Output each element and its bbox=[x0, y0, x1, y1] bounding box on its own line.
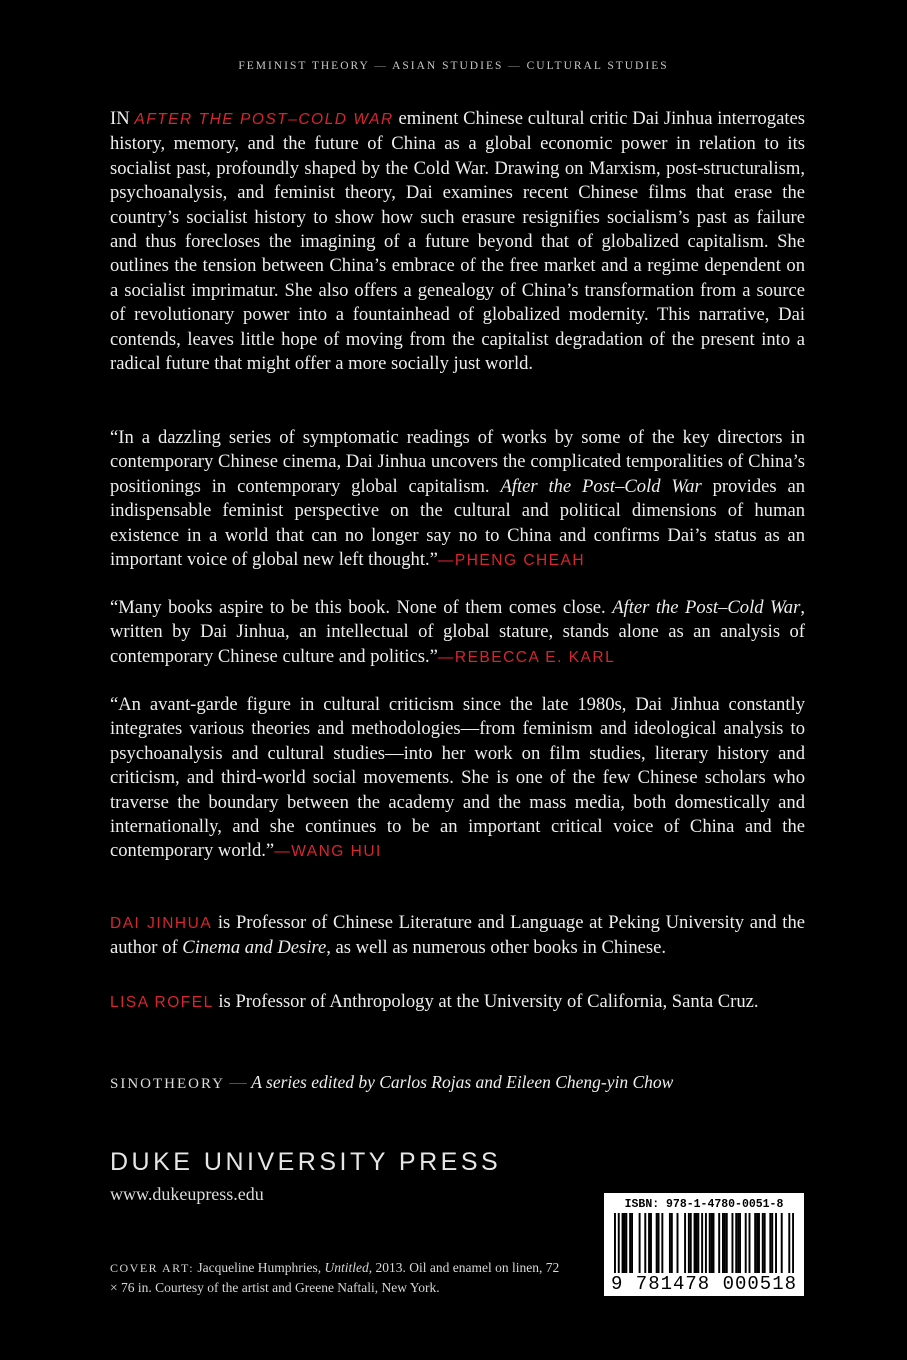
barcode-bar bbox=[648, 1213, 650, 1273]
barcode-bar bbox=[684, 1213, 686, 1273]
bio-text: is Professor of Chinese Literature and Language at Peking University and the author of bbox=[110, 912, 806, 959]
bio-text: , as well as numerous other books in Chinese. bbox=[326, 937, 667, 959]
bio-book-title: Cinema and Desire bbox=[182, 937, 327, 959]
barcode-bar bbox=[669, 1213, 671, 1273]
barcode-bar bbox=[775, 1213, 777, 1273]
quote-text: “An avant-garde figure in cultural criticism since the late 1980s, Dai Jinhua constantly integrates various theories and methodologies—from feminism and ideological analysis to psychoanalysis and cultural studies—into her work on film studies, literary history and criticism, and third-world social movements. She is one of the few Chinese scholars who traverse the boundary between the academy and the mass media, both domestically and internationally, and she continues to be an important critical voice of China and the contemporary world.” bbox=[110, 694, 805, 862]
publisher-name: DUKE UNIVERSITY PRESS bbox=[110, 1148, 502, 1176]
subject-asian-studies: ASIAN STUDIES bbox=[392, 60, 504, 72]
quote-author: —PHENG CHEAH bbox=[437, 552, 586, 570]
subject-categories bbox=[0, 60, 907, 72]
barcode-bar bbox=[631, 1213, 633, 1273]
endorsement-quote bbox=[110, 426, 805, 573]
barcode-bar bbox=[709, 1213, 711, 1273]
barcode-bar bbox=[739, 1213, 741, 1273]
description-lead: IN bbox=[110, 108, 130, 129]
barcode-bar bbox=[661, 1213, 663, 1273]
endorsement-quote bbox=[110, 693, 805, 865]
barcode-bar bbox=[671, 1213, 673, 1273]
translator-name: LISA ROFEL bbox=[110, 994, 214, 1011]
book-description bbox=[110, 107, 805, 376]
barcode-bar bbox=[677, 1213, 679, 1273]
quote-author: —WANG HUI bbox=[274, 843, 382, 861]
book-title: AFTER THE POST–COLD WAR bbox=[134, 111, 394, 128]
barcode-bar bbox=[749, 1213, 751, 1273]
endorsement-quote bbox=[110, 596, 805, 670]
quote-text: provides an indispensable feminist perspective on the cultural and political dimensions of human existence in a world that can no longer say no to China and confirms Dai’s status as an important voice of global new left thought.” bbox=[110, 475, 806, 571]
barcode-bar bbox=[713, 1213, 715, 1273]
barcode-bar bbox=[618, 1213, 620, 1273]
barcode-bar bbox=[658, 1213, 660, 1273]
barcode-bar bbox=[695, 1213, 697, 1273]
barcode-bar bbox=[656, 1213, 658, 1273]
barcode-bar bbox=[758, 1213, 760, 1273]
barcode-bar bbox=[788, 1213, 790, 1273]
cover-art-text: , 2013. Oil and enamel on linen, 72 × 76 in. Courtesy of the artist and Greene Naftali, New York. bbox=[110, 1260, 560, 1295]
barcode-bar bbox=[771, 1213, 773, 1273]
quote-book-title: After the Post–Cold War bbox=[612, 597, 801, 618]
isbn-number: ISBN: 978-1-4780-0051-8 bbox=[624, 1198, 784, 1211]
barcode-bar bbox=[781, 1213, 783, 1273]
barcode-digits: 9 781478 000518 bbox=[610, 1273, 798, 1295]
author-bio bbox=[110, 911, 805, 961]
barcode-bar bbox=[711, 1213, 713, 1273]
barcode-bar bbox=[726, 1213, 728, 1273]
barcode-bar bbox=[718, 1213, 720, 1273]
cover-art-text: Jacqueline Humphries, bbox=[197, 1260, 322, 1275]
barcode-bar bbox=[792, 1213, 794, 1273]
series-dash: — bbox=[229, 1072, 247, 1092]
barcode-bar bbox=[690, 1213, 692, 1273]
barcode-bar bbox=[697, 1213, 699, 1273]
bio-text: is Professor of Anthropology at the University of California, Santa Cruz. bbox=[218, 991, 759, 1012]
publisher-website: www.dukeupress.edu bbox=[110, 1184, 264, 1204]
barcode-bars bbox=[614, 1213, 794, 1273]
subject-feminist-theory: FEMINIST THEORY bbox=[238, 60, 370, 72]
barcode-bar bbox=[762, 1213, 764, 1273]
barcode-bar bbox=[701, 1213, 703, 1273]
cover-art-title: Untitled bbox=[324, 1260, 369, 1275]
cover-art-label: COVER ART: bbox=[110, 1261, 195, 1275]
quote-author: —REBECCA E. KARL bbox=[437, 648, 616, 666]
barcode-bar bbox=[644, 1213, 646, 1273]
barcode-bar bbox=[705, 1213, 707, 1273]
barcode-bar bbox=[722, 1213, 724, 1273]
cover-art-credit bbox=[110, 1258, 560, 1297]
series-name: SINOTHEORY bbox=[110, 1076, 226, 1092]
series-editors: A series edited by Carlos Rojas and Eileen Cheng-yin Chow bbox=[251, 1072, 674, 1092]
barcode-bar bbox=[735, 1213, 737, 1273]
subject-cultural-studies: CULTURAL STUDIES bbox=[526, 60, 669, 72]
author-name: DAI JINHUA bbox=[110, 915, 213, 932]
barcode-bar bbox=[737, 1213, 739, 1273]
barcode-bar bbox=[623, 1213, 625, 1273]
barcode-bar bbox=[650, 1213, 652, 1273]
quote-text: “Many books aspire to be this book. None of them comes close. bbox=[110, 597, 606, 618]
series-info bbox=[110, 1070, 805, 1096]
subject-separator: — bbox=[508, 60, 522, 72]
barcode-bar bbox=[745, 1213, 747, 1273]
quote-text: “In a dazzling series of symptomatic readings of works by some of the key directors in contemporary Chinese cinema, Dai Jinhua uncovers the complicated temporalities of China’s positionings in contemporary global capitalism. bbox=[110, 427, 805, 497]
barcode-bar bbox=[622, 1213, 624, 1273]
quote-text: , written by Dai Jinhua, an intellectual of global stature, stands alone as an analysis of contemporary Chinese culture and politics.” bbox=[110, 597, 805, 667]
barcode-bar bbox=[694, 1213, 696, 1273]
barcode-bar bbox=[754, 1213, 756, 1273]
barcode-bar bbox=[731, 1213, 733, 1273]
barcode-bar bbox=[764, 1213, 766, 1273]
subject-separator: — bbox=[374, 60, 388, 72]
translator-bio bbox=[110, 990, 805, 1015]
barcode-bar bbox=[769, 1213, 771, 1273]
barcode-bar bbox=[688, 1213, 690, 1273]
barcode-bar bbox=[756, 1213, 758, 1273]
barcode-bar bbox=[629, 1213, 631, 1273]
quote-book-title: After the Post–Cold War bbox=[500, 475, 702, 497]
isbn-barcode bbox=[604, 1193, 804, 1296]
barcode-bar bbox=[614, 1213, 616, 1273]
barcode-bar bbox=[724, 1213, 726, 1273]
barcode-bar bbox=[639, 1213, 641, 1273]
barcode-bar bbox=[625, 1213, 627, 1273]
description-text: eminent Chinese cultural critic Dai Jinhua interrogates history, memory, and the future of China as a global economic power in relation to its socialist past, profoundly shaped by the Cold War. Drawing on Marxism, post-structuralism, psychoanalysis, and feminist theory, Dai examines recent Chinese films that erase the country’s socialist history to show how such erasure resignifies socialism’s past as failure and thus forecloses the imagining of a future beyond that of globalized capitalism. She outlines the tension between China’s embrace of the free market and a regime dependent on a socialist imprimatur. She also offers a genealogy of China’s transformation from a source of revolutionary power into a fountainhead of globalized modernity. This narrative, Dai contends, leaves little hope of moving from the capitalist degradation of the present into a radical future that might offer a more socially just world. bbox=[110, 108, 805, 375]
